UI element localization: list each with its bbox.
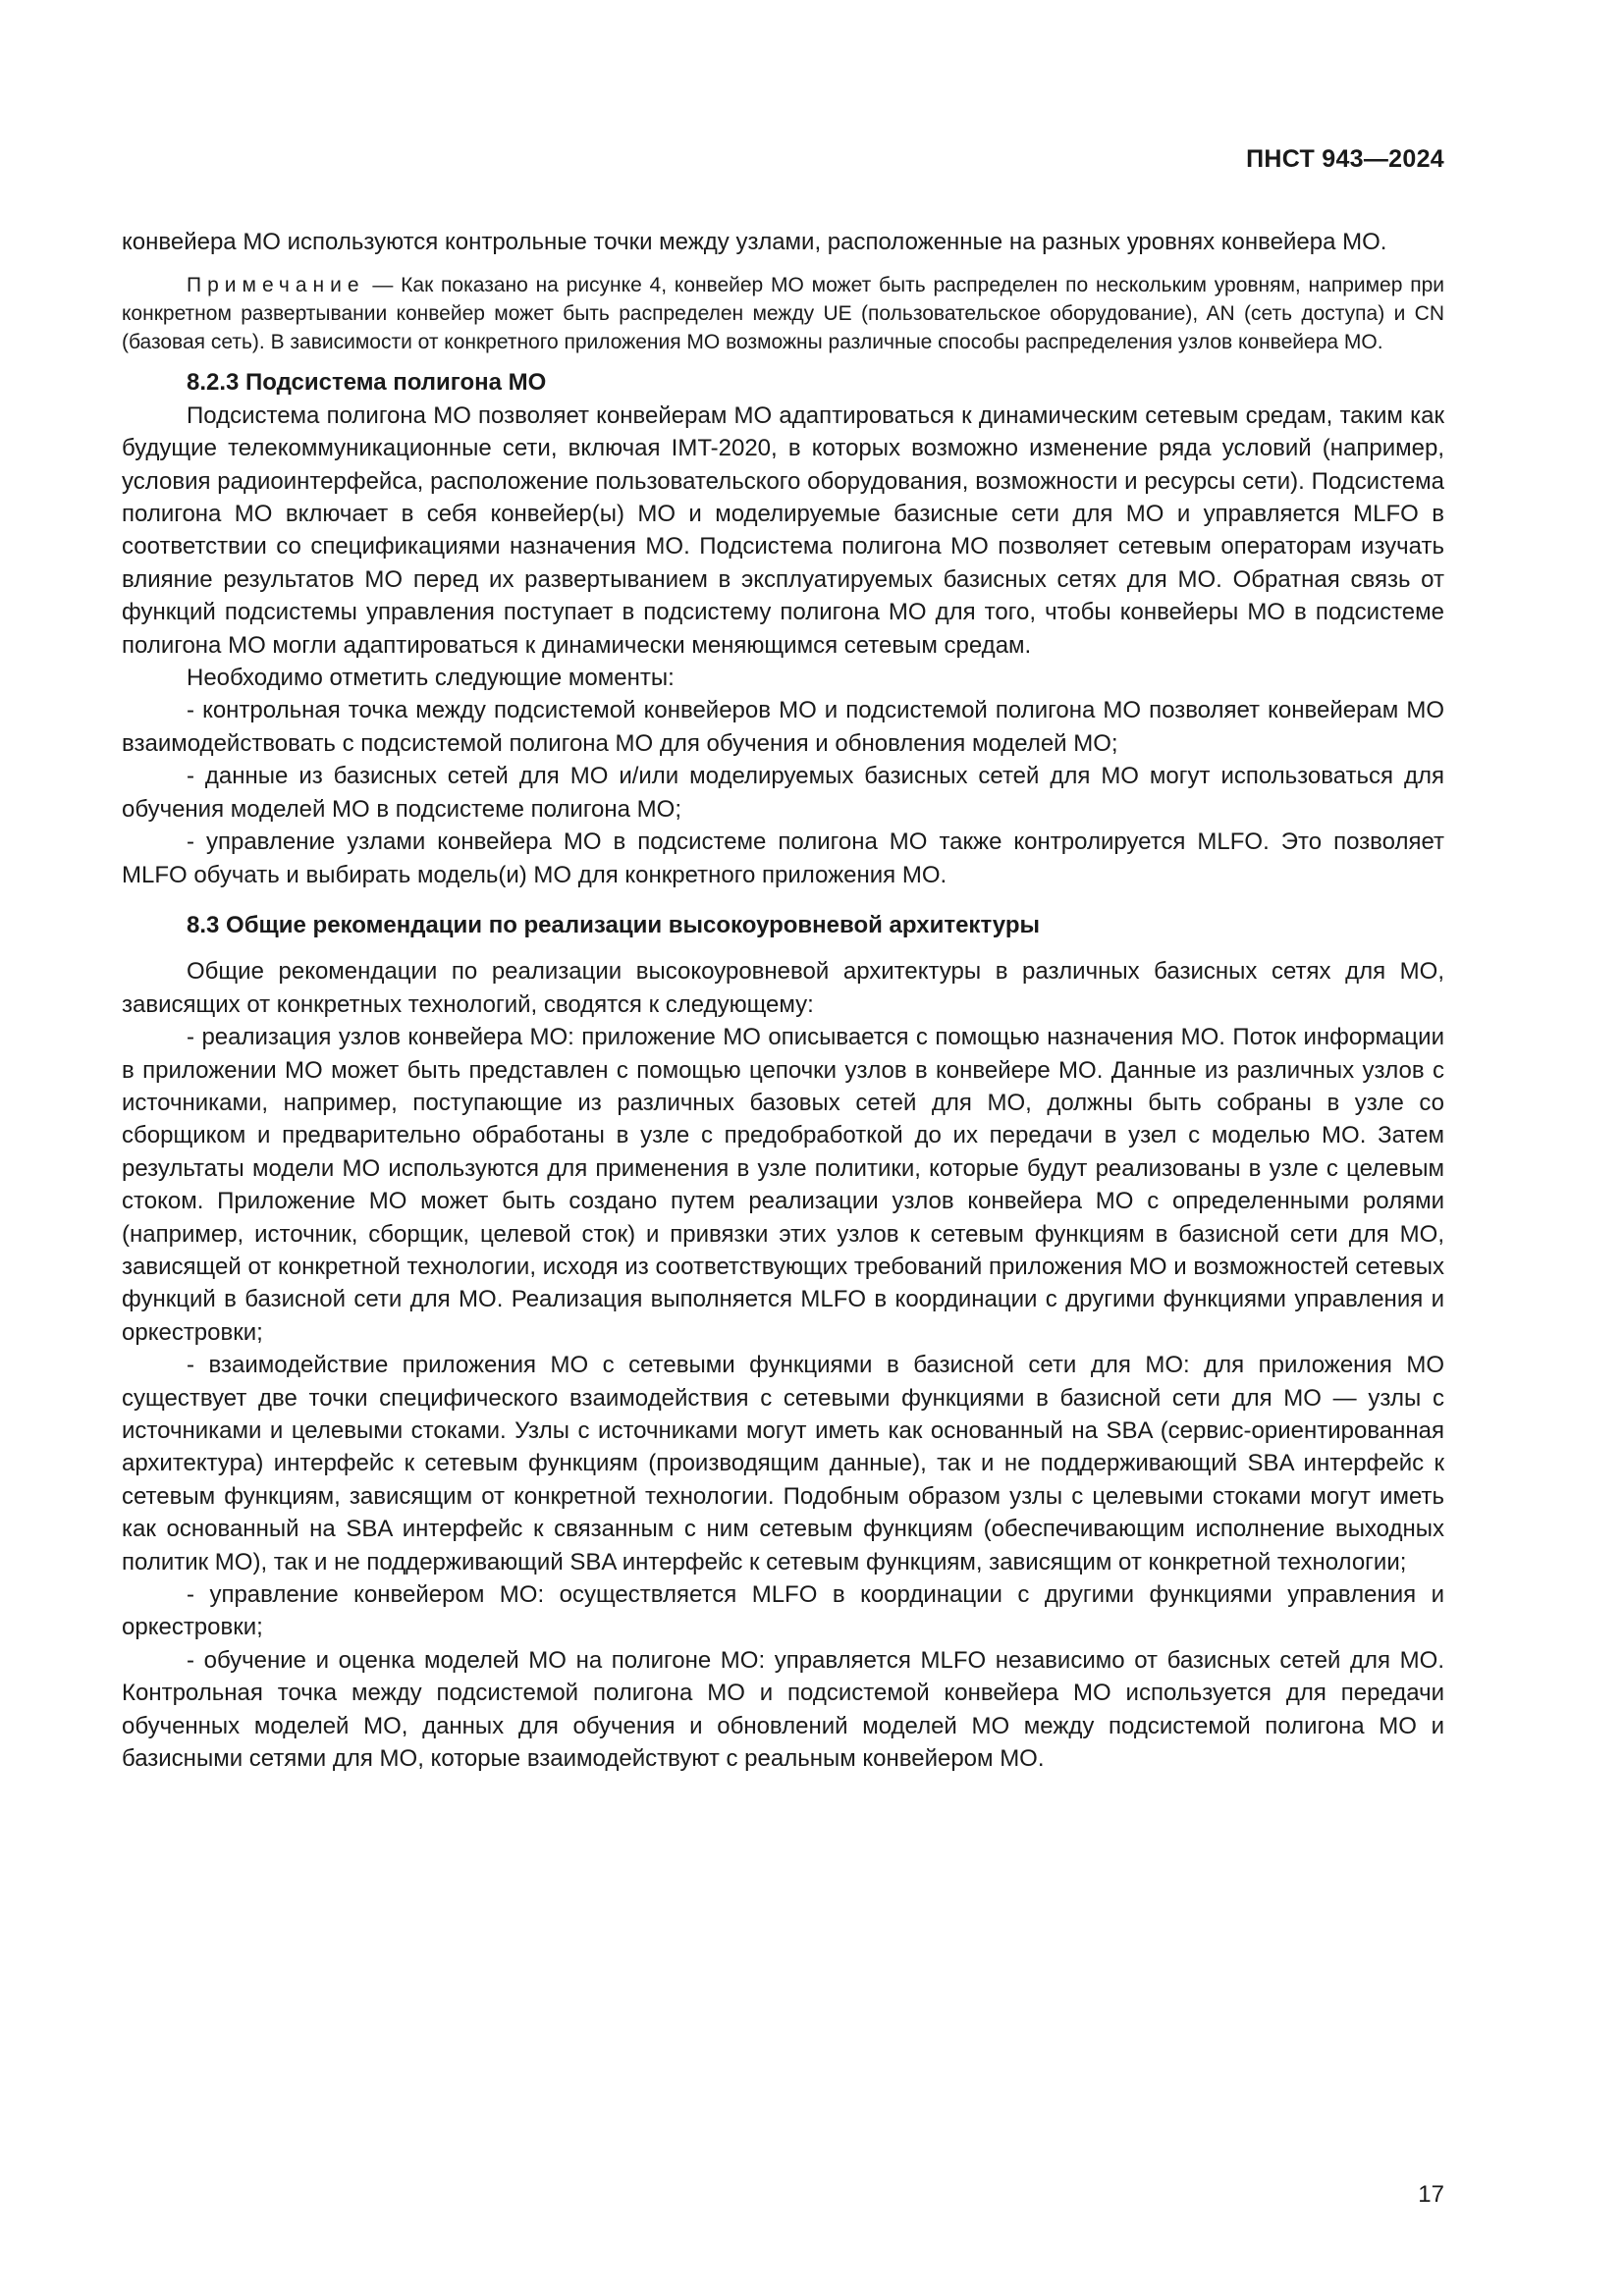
note-text: — Как показано на рисунке 4, конвейер МО может быть распределен по нескольким уровням, например при конкретном развертывании конвейер может быть распределен между UE (пользовательское оборудование), AN (сеть доступа) и CN (базовая сеть). В зависимости от конкретного приложения МО возможны различные способы распределения узлов конвейера МО.: [122, 274, 1444, 354]
document-page: [122, 0, 1444, 2296]
section-8-2-3-heading: 8.2.3 Подсистема полигона МО: [187, 369, 547, 397]
list-item: - данные из базисных сетей для МО и/или моделируемых базисных сетей для МО могут использоваться для обучения моделей МО в подсистеме полигона МО;: [122, 763, 1444, 823]
continuation-paragraph: конвейера МО используются контрольные точки между узлами, расположенные на разных уровнях конвейера МО.: [122, 229, 1387, 255]
list-item: - реализация узлов конвейера МО: приложение МО описывается с помощью назначения МО. Поток информации в приложении МО может быть представлен с помощью цепочки узлов в конвейере МО. Данные из различных узлов с источниками, например, поступающие из различных базовых сетей для МО, должны быть собраны в узле со сборщиком и предварительно обработаны в узле с предобработкой до их передачи в узел с моделью МО. Затем результаты модели МО используются для применения в узле политики, которые будут реализованы в узле с целевым стоком. Приложение МО может быть создано путем реализации узлов конвейера МО с определенными ролями (например, источник, сборщик, целевой сток) и привязки этих узлов к сетевым функциям в базисной сети для МО, зависящей от конкретной технологии, исходя из соответствующих требований приложения МО и возможностей сетевых функций в базисной сети для МО. Реализация выполняется MLFO в координации с другими функциями управления и оркестровки;: [122, 1024, 1444, 1346]
section-8-2-3-paragraph: Подсистема полигона МО позволяет конвейерам МО адаптироваться к динамическим сетевым средам, таким как будущие телекоммуникационные сети, включая IMT-2020, в которых возможно изменение ряда условий (например, условия радиоинтерфейса, расположение пользовательского оборудования, возможности и ресурсы сети). Подсистема полигона МО включает в себя конвейер(ы) МО и моделируемые базисные сети для МО и управляется MLFO в соответствии со спецификациями назначения МО. Подсистема полигона МО позволяет сетевым операторам изучать влияние результатов МО перед их развертыванием в эксплуатируемых базисных сетях для МО. Обратная связь от функций подсистемы управления поступает в подсистему полигона МО для того, чтобы конвейеры МО в подсистеме полигона МО могли адаптироваться к динамически меняющимся сетевым средам.: [122, 401, 1444, 659]
page-content: [122, 226, 1444, 1775]
section-8-3-intro: Общие рекомендации по реализации высокоуровневой архитектуры в различных базисных сетях для МО, зависящих от конкретных технологий, сводятся к следующему:: [122, 958, 1444, 1018]
list-item: - взаимодействие приложения МО с сетевыми функциями в базисной сети для МО: для приложения МО существует две точки специфического взаимодействия с сетевыми функциями в базисной сети для МО — узлы с источниками и целевыми стоками. Узлы с источниками могут иметь как основанный на SBA (сервис-ориентированная архитектура) интерфейс к сетевым функциям (производящим данные), так и не поддерживающий SBA интерфейс к сетевым функциям, зависящим от конкретной технологии. Подобным образом узлы с целевыми стоками могут иметь как основанный на SBA интерфейс к связанным с ним сетевым функциям (обеспечивающим исполнение выходных политик МО), так и не поддерживающий SBA интерфейс к сетевым функциям, зависящим от конкретной технологии;: [122, 1352, 1444, 1575]
page-number: 17: [1418, 2181, 1444, 2208]
note-label: Примечание: [187, 274, 365, 297]
list-item: - управление конвейером МО: осуществляется MLFO в координации с другими функциями управления и оркестровки;: [122, 1581, 1444, 1641]
list-item: - управление узлами конвейера МО в подсистеме полигона МО также контролируется MLFO. Это позволяет MLFO обучать и выбирать модель(и) МО для конкретного приложения МО.: [122, 828, 1444, 888]
document-id-header: ПНСТ 943—2024: [1246, 145, 1444, 173]
list-item: - контрольная точка между подсистемой конвейеров МО и подсистемой полигона МО позволяет конвейерам МО взаимодействовать с подсистемой полигона МО для обучения и обновления моделей МО;: [122, 697, 1444, 757]
note-paragraph: [122, 271, 1444, 356]
section-8-3-heading: 8.3 Общие рекомендации по реализации высокоуровневой архитектуры: [187, 911, 1040, 938]
section-8-2-3-intro: Необходимо отметить следующие моменты:: [187, 665, 675, 692]
list-item: - обучение и оценка моделей МО на полигоне МО: управляется MLFO независимо от базисных сетей для МО. Контрольная точка между подсистемой полигона МО и подсистемой конвейера МО используется для передачи обученных моделей МО, данных для обучения и обновлений моделей МО между подсистемой полигона МО и базисными сетями для МО, которые взаимодействуют с реальным конвейером МО.: [122, 1646, 1444, 1773]
